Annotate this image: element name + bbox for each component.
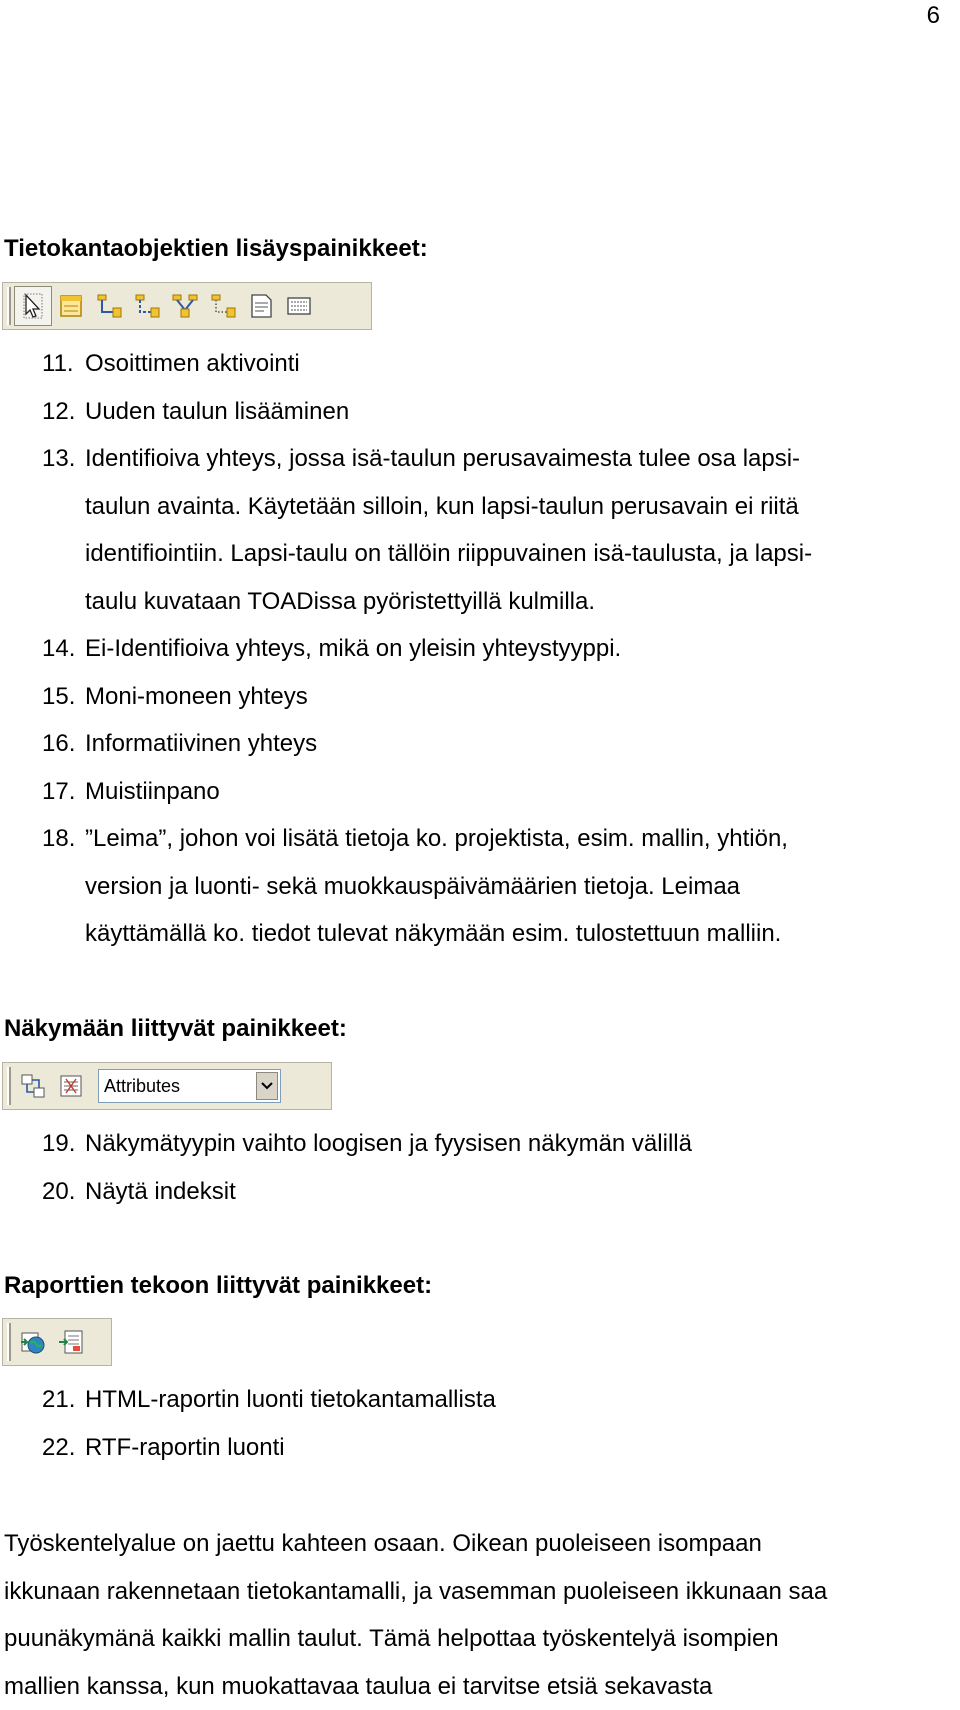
- list-item: [42, 1424, 895, 1472]
- list-item: [42, 435, 895, 625]
- list-item: [42, 1120, 895, 1168]
- non-identifying-relationship-icon[interactable]: [128, 286, 166, 326]
- chevron-down-icon[interactable]: [256, 1072, 278, 1100]
- identifying-relationship-icon[interactable]: [90, 286, 128, 326]
- toolbar-grip[interactable]: [7, 287, 11, 325]
- informative-relationship-icon[interactable]: [204, 286, 242, 326]
- item-text: Muistiinpano: [85, 777, 220, 805]
- toolbar-grip[interactable]: [7, 1067, 11, 1105]
- item-text: Osoittimen aktivointi: [85, 350, 300, 377]
- list-item: [42, 815, 895, 958]
- view-list: [42, 1120, 895, 1215]
- note-icon[interactable]: [242, 286, 280, 326]
- attribute-view-select-value: Attributes: [104, 1075, 181, 1096]
- text-line: taulun avainta. Käytetään silloin, kun lapsi-taulun perusavain ei riitä: [85, 492, 799, 520]
- rtf-report-icon[interactable]: [52, 1322, 90, 1362]
- list-item: [42, 1376, 895, 1424]
- item-number: 21.: [42, 1386, 76, 1413]
- show-indexes-icon[interactable]: [52, 1066, 90, 1106]
- text-line: Työskentelyalue on jaettu kahteen osaan. Oikean puoleiseen isompaan: [4, 1530, 762, 1557]
- view-switch-icon[interactable]: [14, 1066, 52, 1106]
- item-text: Uuden taulun lisääminen: [85, 397, 350, 425]
- item-text: RTF-raportin luonti: [85, 1433, 285, 1461]
- text-line: Identifioiva yhteys, jossa isä-taulun perusavaimesta tulee osa lapsi-: [85, 445, 801, 472]
- toolbar-grip[interactable]: [7, 1323, 11, 1361]
- view-toolbar: [2, 1062, 332, 1110]
- item-number: 20.: [42, 1177, 76, 1205]
- list-item: [42, 388, 895, 436]
- view-heading: Näkymään liittyvät painikkeet:: [4, 1015, 347, 1042]
- pointer-icon[interactable]: [14, 286, 52, 326]
- text-line: version ja luonti- sekä muokkauspäivämäärien tietoja. Leimaa: [85, 872, 741, 900]
- text-line: käyttämällä ko. tiedot tulevat näkymään esim. tulostettuun malliin.: [85, 920, 782, 947]
- html-report-icon[interactable]: [14, 1322, 52, 1362]
- text-line: ”Leima”, johon voi lisätä tietoja ko. projektista, esim. mallin, yhtiön,: [85, 825, 788, 852]
- item-number: 18.: [42, 825, 76, 852]
- reports-list: [42, 1376, 895, 1471]
- list-item: [42, 625, 895, 673]
- item-number: 12.: [42, 397, 76, 425]
- item-number: 15.: [42, 682, 76, 710]
- item-text: HTML-raportin luonti tietokantamallista: [85, 1386, 496, 1413]
- text-line: taulu kuvataan TOADissa pyöristettyillä kulmilla.: [85, 587, 595, 615]
- page-number: 6: [926, 2, 940, 29]
- list-item: [42, 1168, 895, 1216]
- db-objects-heading: Tietokantaobjektien lisäyspainikkeet:: [4, 235, 428, 262]
- item-number: 14.: [42, 635, 76, 662]
- item-number: 17.: [42, 777, 76, 805]
- item-text: Näytä indeksit: [85, 1177, 236, 1205]
- item-number: 13.: [42, 445, 76, 472]
- workspace-paragraph: [4, 1520, 954, 1710]
- text-line: identifiointiin. Lapsi-taulu on tällöin riippuvainen isä-taulusta, ja lapsi-: [85, 540, 813, 567]
- text-line: puunäkymänä kaikki mallin taulut. Tämä helpottaa työskentelyä isompien: [4, 1625, 779, 1652]
- stamp-icon[interactable]: [280, 286, 318, 326]
- list-item: [42, 340, 895, 388]
- reports-heading: Raporttien tekoon liittyvät painikkeet:: [4, 1272, 433, 1299]
- item-number: 16.: [42, 730, 76, 757]
- item-text: Informatiivinen yhteys: [85, 730, 318, 757]
- item-text: Näkymätyypin vaihto loogisen ja fyysisen näkymän välillä: [85, 1130, 692, 1157]
- item-number: 22.: [42, 1433, 76, 1461]
- item-text: Ei-Identifioiva yhteys, mikä on yleisin yhteystyyppi.: [85, 635, 622, 662]
- attribute-view-select[interactable]: [98, 1069, 281, 1103]
- item-text: Moni-moneen yhteys: [85, 682, 308, 710]
- reports-toolbar: [2, 1318, 112, 1366]
- text-line: mallien kanssa, kun muokattavaa taulua ei tarvitse etsiä sekavasta: [4, 1672, 713, 1700]
- item-text: [85, 435, 895, 625]
- db-objects-toolbar: [2, 282, 372, 330]
- list-item: [42, 673, 895, 721]
- item-number: 19.: [42, 1130, 76, 1157]
- list-item: [42, 768, 895, 816]
- item-text: [85, 815, 895, 958]
- item-number: 11.: [42, 350, 74, 377]
- many-to-many-icon[interactable]: [166, 286, 204, 326]
- db-objects-list: [42, 340, 895, 958]
- list-item: [42, 720, 895, 768]
- text-line: ikkunaan rakennetaan tietokantamalli, ja vasemman puoleiseen ikkunaan saa: [4, 1577, 828, 1605]
- table-icon[interactable]: [52, 286, 90, 326]
